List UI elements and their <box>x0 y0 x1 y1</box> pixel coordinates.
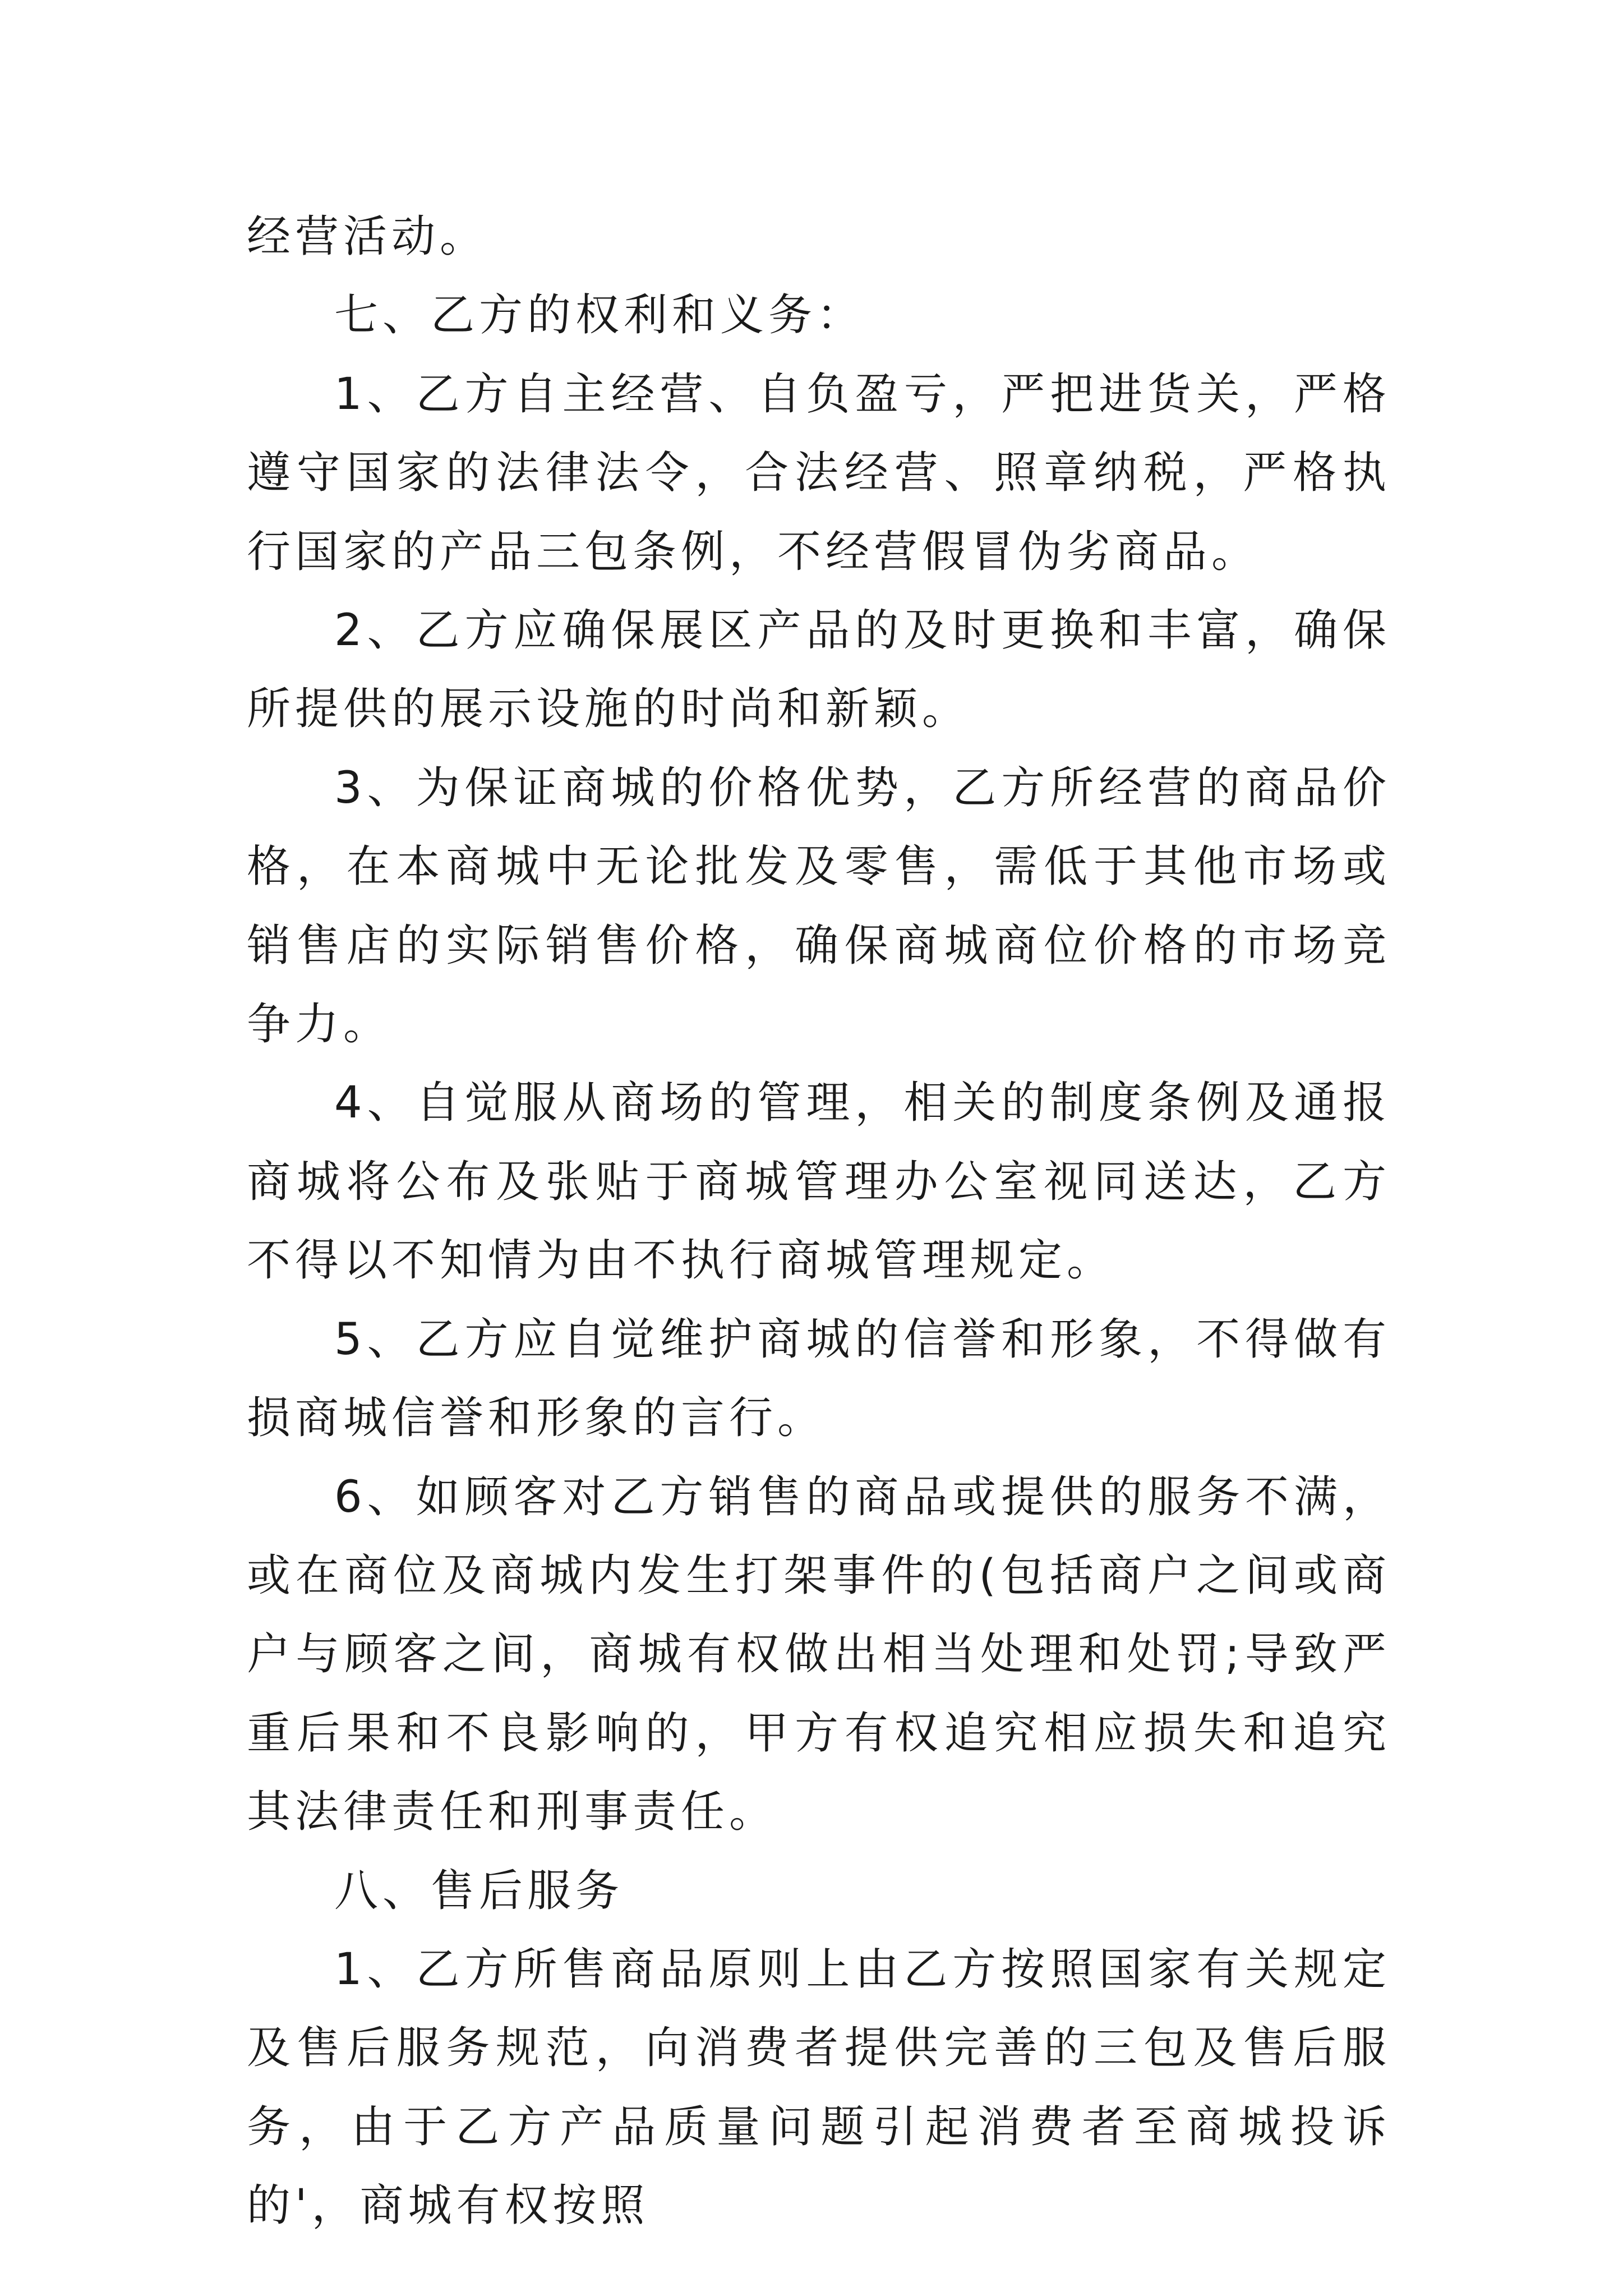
document-body <box>247 197 1391 2246</box>
section-heading-seven: 七、乙方的权利和义务： <box>334 290 865 341</box>
clause-7-1: 1、乙方自主经营、自负盈亏，严把进货关，严格遵守国家的法律法令，合法经营、照章纳税，严格执行国家的产品三包条例，不经营假冒伪劣商品。 <box>247 369 1391 577</box>
clause-7-5: 5、乙方应自觉维护商城的信誉和形象，不得做有损商城信誉和形象的言行。 <box>247 1314 1391 1444</box>
clause-7-6: 6、如顾客对乙方销售的商品或提供的服务不满，或在商位及商城内发生打架事件的(包括商户之间或商户与顾客之间，商城有权做出相当处理和处罚;导致严重后果和不良影响的，甲方有权追究相应损失和追究其法律责任和刑事责任。 <box>247 1471 1391 1838</box>
clause-7-3: 3、为保证商城的价格优势，乙方所经营的商品价格，在本商城中无论批发及零售，需低于其他市场或销售店的实际销售价格，确保商城商位价格的市场竞争力。 <box>247 762 1391 1050</box>
paragraph-continuation: 经营活动。 <box>247 211 488 262</box>
clause-7-4: 4、自觉服从商场的管理，相关的制度条例及通报商城将公布及张贴于商城管理办公室视同送达，乙方不得以不知情为由不执行商城管理规定。 <box>247 1078 1391 1286</box>
clause-7-2: 2、乙方应确保展区产品的及时更换和丰富，确保所提供的展示设施的时尚和新颖。 <box>247 605 1391 735</box>
clause-8-1: 1、乙方所售商品原则上由乙方按照国家有关规定及售后服务规范，向消费者提供完善的三包及售后服务，由于乙方产品质量问题引起消费者至商城投诉的'，商城有权按照 <box>247 1944 1391 2231</box>
section-heading-eight: 八、售后服务 <box>334 1865 624 1916</box>
